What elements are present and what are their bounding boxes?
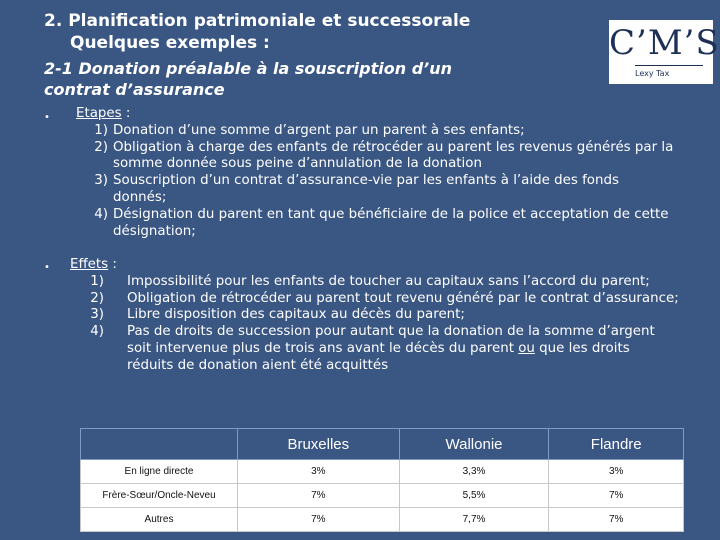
title-line-2: Quelques exemples : [70,33,270,53]
table-header-row [81,429,684,460]
list-text: Obligation à charge des enfants de rétrocéder au parent les revenus générés par la somme donnée sous peine d’annulation de la donation [113,139,674,172]
list-number: 1) [94,122,108,138]
tax-rates-table [80,428,684,532]
table-row [81,484,684,508]
list-number: 1) [90,273,104,289]
column-header-flandre: Flandre [549,429,684,460]
effets-section [70,257,680,375]
list-item [76,123,676,140]
list-text: Donation d’une somme d’argent par un parent à ses enfants; [113,122,525,138]
row-label: Autres [81,508,238,532]
subtitle-line-1: 2-1 Donation préalable à la souscription d’un [44,59,453,78]
table-row [81,460,684,484]
list-number: 2) [90,290,104,306]
list-text: Libre disposition des capitaux au décès du parent; [127,307,465,323]
bullet-icon: • [44,262,50,273]
list-text-part: que les droits réduits de donation aient été acquittés [127,340,630,373]
table-cell: 3% [549,460,684,484]
row-label: Frère-Sœur/Oncle-Neveu [81,484,238,508]
list-item [76,207,676,241]
table-row [81,508,684,532]
column-header-bruxelles: Bruxelles [238,429,400,460]
list-item [76,140,676,174]
list-text: Souscription d’un contrat d’assurance-vie par les enfants à l’aide des fonds donnés; [113,173,619,205]
effets-heading [70,257,680,274]
logo-mark: C’M’S [609,23,720,63]
list-text [104,324,680,374]
logo-subtitle: Lexy Tax [635,65,703,78]
list-item [70,307,680,324]
table-cell: 7% [549,484,684,508]
list-text-part: Pas de droits de succession pour autant que la donation de la somme d’argent soit intervenue plus de trois ans avant le décès du parent [127,324,655,356]
etapes-heading [76,106,676,123]
list-number: 3) [94,173,108,189]
table-cell: 7% [549,508,684,532]
table-cell: 3,3% [399,460,549,484]
list-item [76,173,676,207]
effets-colon: : [108,257,117,272]
list-item [70,291,680,308]
list-text: Impossibilité pour les enfants de toucher au capitaux sans l’accord du parent; [127,273,650,289]
title-line-1: 2. Planification patrimoniale et successorale [44,11,471,31]
list-number: 4) [94,206,108,222]
list-text: Obligation de rétrocéder au parent tout revenu généré par le contrat d’assurance; [127,290,679,306]
underlined-word: ou [518,340,535,356]
bullet-icon: • [44,112,50,123]
table-cell: 7% [238,484,400,508]
table-cell: 5,5% [399,484,549,508]
list-number: 4) [90,324,104,340]
list-item [70,324,680,374]
list-item [70,274,680,291]
etapes-label: Etapes [76,106,122,121]
table-cell: 7% [238,508,400,532]
list-text: Désignation du parent en tant que bénéficiaire de la police et acceptation de cette désignation; [113,206,669,239]
list-number: 2) [94,139,108,155]
cms-logo [609,20,720,84]
effets-label: Effets [70,257,109,272]
subtitle-line-2: contrat d’assurance [44,80,225,99]
row-label: En ligne directe [81,460,238,484]
column-header-wallonie: Wallonie [399,429,549,460]
page-title [44,10,470,54]
table-cell: 7,7% [399,508,549,532]
table-cell: 3% [238,460,400,484]
etapes-section [76,106,676,240]
list-number: 3) [90,307,104,323]
etapes-colon: : [121,106,131,121]
section-subtitle [44,58,452,100]
column-header-empty [81,429,238,460]
